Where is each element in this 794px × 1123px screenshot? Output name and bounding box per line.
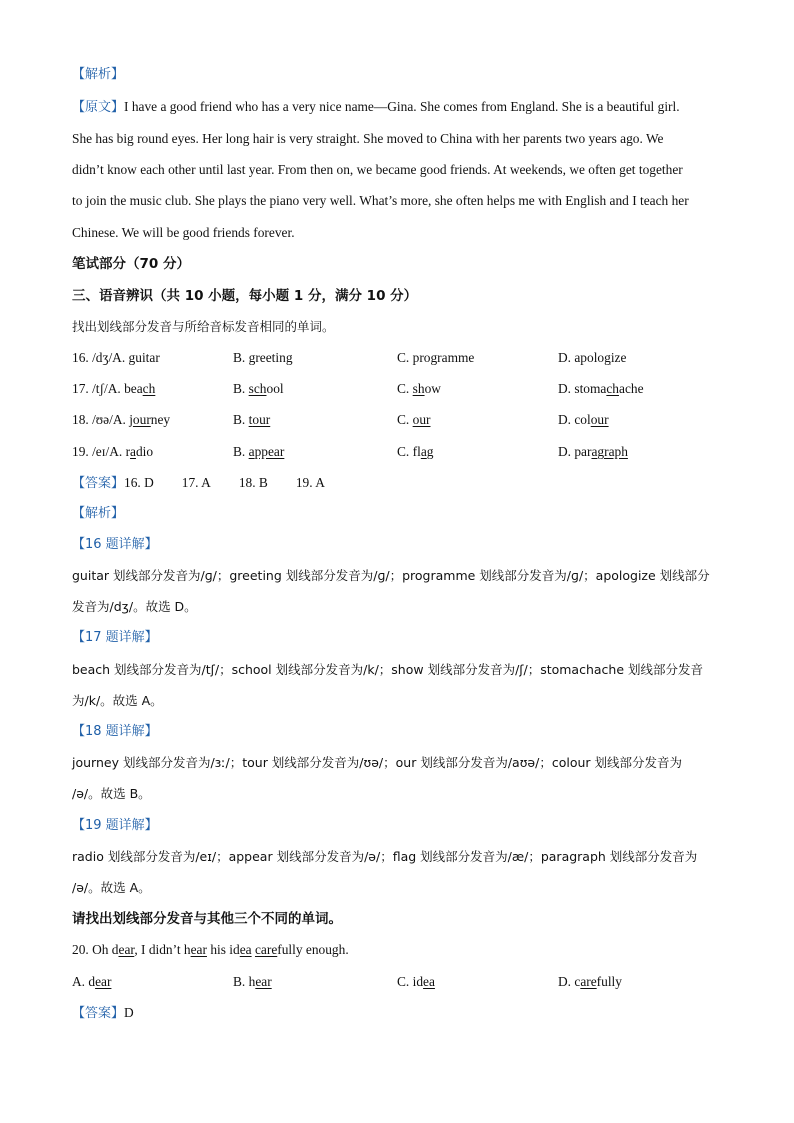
detail-19-line-1: radio 划线部分发音为/eɪ/；appear 划线部分发音为/ə/；flag 划线部分发音为/æ/；paragraph 划线部分发音为 (72, 849, 698, 864)
q20-option-b: B. hear (233, 974, 272, 989)
q20-option-a: A. dear (72, 974, 112, 989)
written-section-title: 笔试部分（70 分） (72, 256, 190, 272)
detail-17-line-2: 为/k/。故选 A。 (72, 693, 163, 708)
analysis-tag: 【解析】 (72, 67, 125, 82)
transcript-line-1: 【原文】I have a good friend who has a very nice name—Gina. She comes from England. She is a beautiful girl. (72, 99, 680, 115)
part2-title: 请找出划线部分发音与其他三个不同的单词。 (72, 911, 342, 927)
detail-16-line-1: guitar 划线部分发音为/ɡ/；greeting 划线部分发音为/ɡ/；programme 划线部分发音为/ɡ/；apologize 划线部分 (72, 568, 710, 583)
answers-16-19: 【答案】16. D 17. A 18. B 19. A (72, 475, 325, 491)
transcript-line-5: Chinese. We will be good friends forever. (72, 225, 295, 240)
transcript-line-2: She has big round eyes. Her long hair is very straight. She moved to China with her parents two years ago. We (72, 131, 664, 146)
analysis-tag-2: 【解析】 (72, 506, 125, 521)
section3-instruction: 找出划线部分发音与所给音标发音相同的单词。 (72, 319, 335, 334)
detail-19-tag: 【19 题详解】 (72, 818, 158, 833)
detail-18-line-2: /ə/。故选 B。 (72, 786, 151, 801)
q20-option-d: D. carefully (558, 974, 622, 989)
detail-17-line-1: beach 划线部分发音为/tʃ/；school 划线部分发音为/k/；show 划线部分发音为/ʃ/；stomachache 划线部分发音 (72, 662, 704, 677)
detail-16-tag: 【16 题详解】 (72, 537, 158, 552)
q20-option-c: C. idea (397, 974, 435, 989)
transcript-line-4: to join the music club. She plays the piano very well. What’s more, she often helps me with English and I teach her (72, 193, 689, 208)
detail-16-line-2: 发音为/dʒ/。故选 D。 (72, 599, 197, 614)
detail-17-tag: 【17 题详解】 (72, 630, 158, 645)
detail-18-line-1: journey 划线部分发音为/ɜː/；tour 划线部分发音为/ʊə/；our 划线部分发音为/aʊə/；colour 划线部分发音为 (72, 755, 682, 770)
question-20-stem: 20. Oh dear, I didn’t hear his idea carefully enough. (72, 942, 349, 957)
detail-19-line-2: /ə/。故选 A。 (72, 880, 151, 895)
section3-title: 三、语音辨识（共 10 小题，每小题 1 分，满分 10 分） (72, 288, 418, 304)
transcript-line-3: didn’t know each other until last year. From then on, we became good friends. At weekends, we often get together (72, 162, 683, 177)
transcript-tag: 【原文】 (72, 100, 125, 115)
detail-18-tag: 【18 题详解】 (72, 724, 158, 739)
answer-20: 【答案】D (72, 1005, 134, 1021)
